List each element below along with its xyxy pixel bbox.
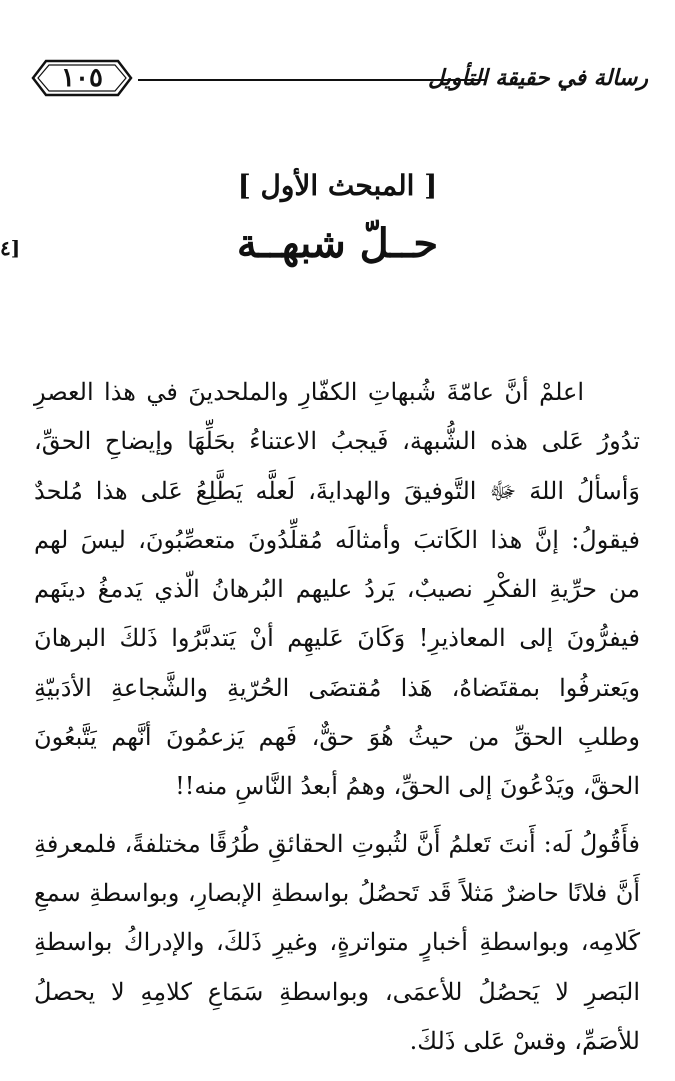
page-number: ١٠٥ (61, 63, 103, 93)
page-number-badge (30, 58, 134, 98)
paragraph: اعلمْ أنَّ عامّةَ شُبهاتِ الكفّارِ والملحدينَ في هذا العصرِ تدُورُ عَلى هذه الشُّبهة، فَيجبُ الاعتناءُ بحَلِّهَا وإيضاحِ الحقِّ، وَأسألُ اللهَ ﷻ التَّوفيقَ والهدايةَ، لَعلَّه يَطَّلِعُ عَلى هذا مُلحدٌ فيقولُ: إنَّ هذا الكَاتبَ وأمثالَه مُقلِّدُونَ متعصِّبُونَ، ليسَ لهم من حرِّيةِ الفكْرِ نصيبٌ، يَردُ عليهم البُرهانُ الّذي يَدمغُ دينَهم فيفرُّونَ إلى المعاذيرِ! وَكَانَ عَليهِم أنْ يَتدبَّرُوا ذَلكَ البرهانَ ويَعترفُوا بمقتَضاهُ، هَذا مُقتضَى الحُرّيةِ والشَّجاعةِ الأدَبيّةِ وطلبِ الحقِّ من حيثُ هُوَ حقٌّ، فَهم يَزعمُونَ أنَّهم يَتَّبعُونَ الحقَّ، ويَدْعُونَ إلى الحقِّ، وهمُ أبعدُ النَّاسِ منه!! (34, 378, 640, 801)
body-text (34, 368, 640, 1066)
page-header (30, 58, 650, 102)
running-title: رسالة في حقيقة التأويل (428, 65, 648, 91)
section-title: حــلّ شبهــة (236, 220, 439, 267)
section-label: [ المبحث الأول ] (237, 169, 438, 202)
margin-page-reference: [٤ (0, 236, 21, 260)
paragraph: فأَقُولُ لَه: أَنتَ تَعلمُ أَنَّ لثُبوتِ الحقائقِ طُرُقًا مختلفةً، فلمعرفةِ أَنَّ فلانًا حاضرٌ مَثلاً قَد تَحصُلُ بواسطةِ الإبصارِ، وبواسطةِ سمعِ كَلامِه، وبواسطةِ أخبارٍ متواترةٍ، وغيرِ ذَلكَ، والإدراكُ بواسطةِ البَصرِ لا يَحصُلُ للأعمَى، وبواسطةِ سَمَاعِ كلامِهِ لا يحصلُ للأصَمِّ، وقسْ عَلى ذَلكَ. (34, 829, 640, 1055)
